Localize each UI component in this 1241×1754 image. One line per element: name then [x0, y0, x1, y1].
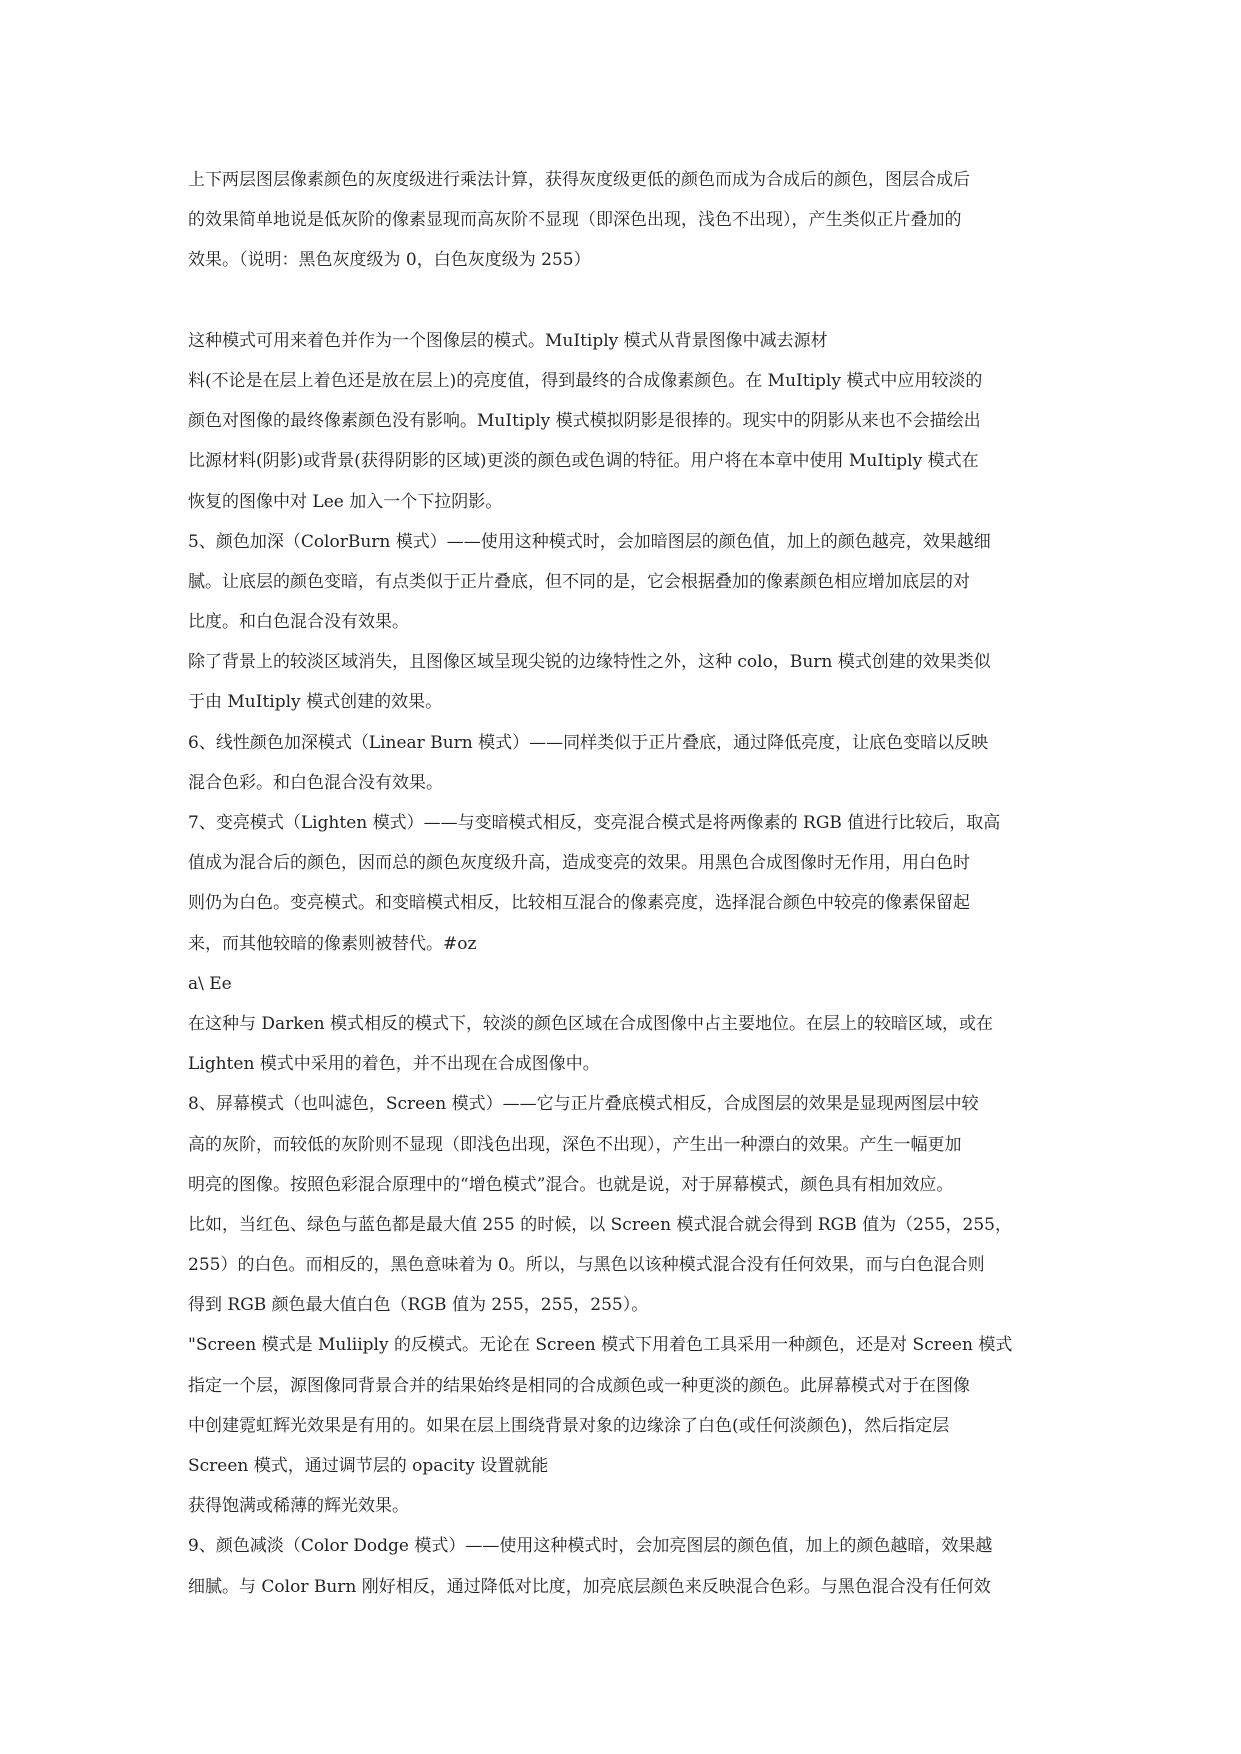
text-line: 恢复的图像中对 Lee 加入一个下拉阴影。: [188, 491, 503, 512]
text-line: 除了背景上的较淡区域消失，且图像区域呈现尖锐的边缘特性之外，这种 colo，Burn 模式创建的效果类似: [188, 652, 991, 673]
text-line: Screen 模式，通过调节层的 opacity 设置就能: [188, 1456, 549, 1476]
text-line: 比如，当红色、绿色与蓝色都是最大值 255 的时候，以 Screen 模式混合就会得到 RGB 值为（255，255，: [188, 1214, 1013, 1235]
text-line: a\ Ee: [188, 973, 232, 994]
text-line: 中创建霓虹辉光效果是有用的。如果在层上围绕背景对象的边缘涂了白色(或任何淡颜色)，然后指定层: [188, 1415, 950, 1436]
text-line: 明亮的图像。按照色彩混合原理中的“增色模式”混合。也就是说，对于屏幕模式，颜色具有相加效应。: [188, 1174, 954, 1195]
text-line: 的效果简单地说是低灰阶的像素显现而高灰阶不显现（即深色出现，浅色不出现），产生类似正片叠加的: [188, 210, 962, 231]
text-line: 腻。让底层的颜色变暗，有点类似于正片叠底，但不同的是，它会根据叠加的像素颜色相应增加底层的对: [188, 571, 970, 592]
text-line: 于由 MuItiply 模式创建的效果。: [188, 692, 443, 713]
text-line: 混合色彩。和白色混合没有效果。: [188, 772, 443, 793]
text-line: 值成为混合后的颜色，因而总的颜色灰度级升高，造成变亮的效果。用黑色合成图像时无作用，用白色时: [188, 853, 970, 874]
text-line: 颜色对图像的最终像素颜色没有影响。MuItiply 模式模拟阴影是很捧的。现实中的阴影从来也不会描绘出: [188, 411, 981, 432]
blank-line: [188, 281, 1060, 321]
text-line: Lighten 模式中采用的着色，并不出现在合成图像中。: [188, 1054, 600, 1075]
text-line: "Screen 模式是 Muliiply 的反模式。无论在 Screen 模式下用着色工具采用一种颜色，还是对 Screen 模式: [188, 1335, 1013, 1356]
text-line: 来，而其他较暗的像素则被替代。#oz: [188, 933, 477, 954]
text-line: 细腻。与 Color Burn 刚好相反，通过降低对比度，加亮底层颜色来反映混合色彩。与黑色混合没有任何效: [188, 1576, 991, 1597]
text-line: 8、屏幕模式（也叫滤色，Screen 模式）——它与正片叠底模式相反，合成图层的效果是显现两图层中较: [188, 1094, 979, 1115]
text-line: 比源材料(阴影)或背景(获得阴影的区域)更淡的颜色或色调的特征。用户将在本章中使用 MuItiply 模式在: [188, 451, 979, 472]
text-line: 比度。和白色混合没有效果。: [188, 612, 409, 633]
text-line: 6、线性颜色加深模式（Linear Burn 模式）——同样类似于正片叠底，通过降低亮度，让底色变暗以反映: [188, 732, 989, 753]
text-line: 效果。（说明：黑色灰度级为 0，白色灰度级为 255）: [188, 250, 591, 271]
text-line: 9、颜色减淡（Color Dodge 模式）——使用这种模式时，会加亮图层的颜色值，加上的颜色越暗，效果越: [188, 1536, 993, 1557]
text-line: 上下两层图层像素颜色的灰度级进行乘法计算，获得灰度级更低的颜色而成为合成后的颜色，图层合成后: [188, 170, 970, 190]
text-line: 得到 RGB 颜色最大值白色（RGB 值为 255，255，255）。: [188, 1295, 649, 1316]
text-line: 这种模式可用来着色并作为一个图像层的模式。MuItiply 模式从背景图像中减去源材: [188, 330, 828, 351]
text-line: 则仍为白色。变亮模式。和变暗模式相反，比较相互混合的像素亮度，选择混合颜色中较亮的像素保留起: [188, 893, 970, 914]
text-line: 在这种与 Darken 模式相反的模式下，较淡的颜色区域在合成图像中占主要地位。在层上的较暗区域，或在: [188, 1013, 994, 1034]
document-body: [188, 160, 1060, 1607]
text-line: 高的灰阶，而较低的灰阶则不显现（即浅色出现，深色不出现），产生出一种漂白的效果。产生一幅更加: [188, 1134, 962, 1155]
text-line: 料(不论是在层上着色还是放在层上)的亮度值，得到最终的合成像素颜色。在 MuItiply 模式中应用较淡的: [188, 370, 983, 391]
text-line: 指定一个层，源图像同背景合并的结果始终是相同的合成颜色或一种更淡的颜色。此屏幕模式对于在图像: [188, 1375, 970, 1396]
text-line: 5、颜色加深（ColorBurn 模式）——使用这种模式时，会加暗图层的颜色值，加上的颜色越亮，效果越细: [188, 531, 991, 552]
text-line: 7、变亮模式（Lighten 模式）——与变暗模式相反，变亮混合模式是将两像素的 RGB 值进行比较后，取高: [188, 813, 1001, 833]
text-line: 获得饱满或稀薄的辉光效果。: [188, 1496, 409, 1517]
text-line: 255）的白色。而相反的，黑色意味着为 0。所以，与黑色以该种模式混合没有任何效果，而与白色混合则: [188, 1255, 985, 1276]
